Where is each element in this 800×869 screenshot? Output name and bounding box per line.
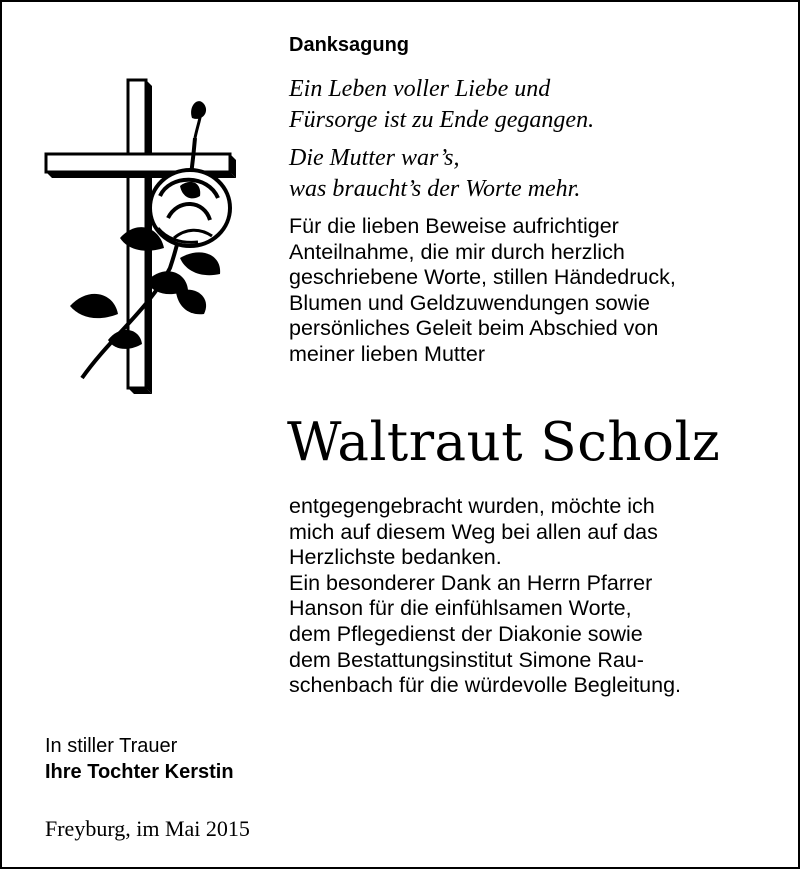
paragraph-line: Blumen und Geldzuwendungen sowie	[289, 290, 650, 315]
deceased-name: Waltraut Scholz	[287, 412, 721, 473]
verse-line: Fürsorge ist zu Ende gegangen.	[289, 107, 595, 133]
rose-icon	[150, 170, 230, 246]
paragraph-line: schenbach für die würdevolle Begleitung.	[289, 673, 682, 698]
verse-line: was braucht’s der Worte mehr.	[289, 176, 581, 202]
thanks-paragraph-2	[289, 494, 681, 699]
heading-title: Danksagung	[289, 34, 410, 56]
signoff-mood: In stiller Trauer	[45, 735, 178, 757]
paragraph-line: dem Bestattungsinstitut Simone Rau-	[289, 647, 644, 672]
paragraph-line: Für die lieben Beweise aufrichtiger	[289, 214, 619, 238]
cross-with-rose-icon	[40, 78, 250, 398]
paragraph-line: geschriebene Worte, stillen Händedruck,	[289, 265, 676, 290]
verse-line: Ein Leben voller Liebe und	[289, 76, 551, 102]
signoff-mourner: Ihre Tochter Kerstin	[45, 761, 234, 783]
paragraph-line: Ein besonderer Dank an Herrn Pfarrer	[289, 570, 653, 595]
paragraph-line: persönliches Geleit beim Abschied von	[289, 316, 659, 341]
paragraph-line: meiner lieben Mutter	[289, 341, 485, 366]
verse-block-1	[289, 74, 594, 136]
paragraph-line: dem Pflegedienst der Diakonie sowie	[289, 621, 643, 646]
paragraph-line: Herzlichste bedanken.	[289, 545, 502, 570]
paragraph-line: Anteilnahme, die mir durch herzlich	[289, 239, 625, 264]
thanks-paragraph-1	[289, 214, 676, 368]
signoff	[45, 733, 234, 785]
paragraph-line: mich auf diesem Weg bei allen auf das	[289, 519, 658, 544]
verse-line: Die Mutter war’s,	[289, 145, 460, 171]
place-date: Freyburg, im Mai 2015	[45, 816, 250, 841]
paragraph-line: Hanson für die einfühlsamen Worte,	[289, 596, 632, 621]
paragraph-line: entgegengebracht wurden, möchte ich	[289, 494, 655, 518]
verse-block-2	[289, 143, 580, 205]
